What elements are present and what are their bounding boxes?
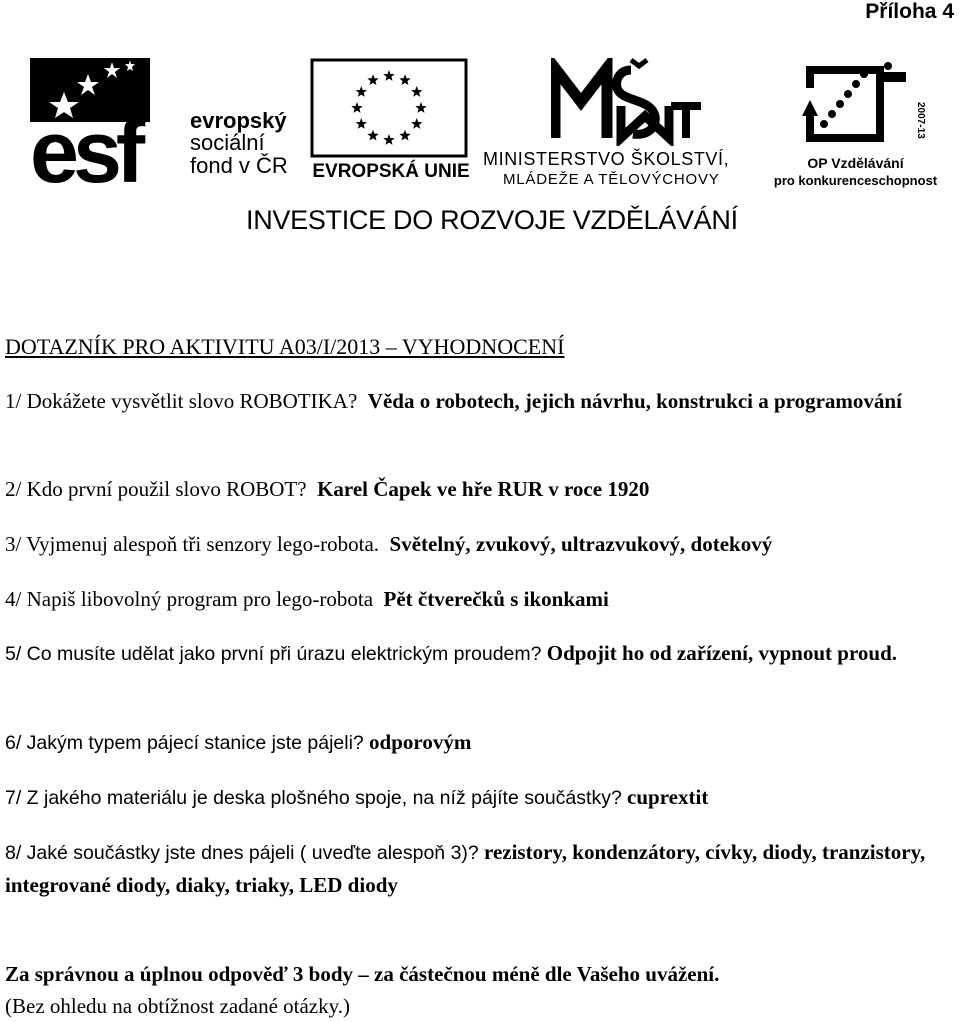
question-text: 7/ Z jakého materiálu je deska plošného spoje, na níž pájíte součástky?	[5, 787, 622, 809]
msmt-line2: MLÁDEŽE A TĚLOVÝCHOVY	[503, 171, 720, 188]
op-line1: OP Vzdělávání	[807, 155, 904, 171]
question-text: 2/ Kdo první použil slovo ROBOT?	[5, 477, 307, 501]
answer-text: rezistory, kondenzátory, cívky, diody, tranzistory, integrované diody, diaky, triaky, LED diody	[5, 840, 926, 897]
esf-line2: sociální	[190, 130, 265, 156]
answer-text: odporovým	[369, 730, 472, 754]
esf-emblem-icon	[30, 58, 160, 190]
question-3	[5, 528, 950, 560]
question-4	[5, 583, 950, 615]
question-text: 4/ Napiš libovolný program pro lego-robota	[5, 587, 374, 611]
investice-slogan: INVESTICE DO ROZVOJE VZDĚLÁVÁNÍ	[246, 205, 738, 235]
appendix-label: Příloha 4	[865, 0, 954, 23]
esf-line1: evropský	[190, 108, 287, 133]
msmt-emblem-icon	[551, 58, 751, 146]
question-7	[5, 781, 950, 814]
esf-text	[190, 110, 288, 177]
question-8	[5, 836, 950, 901]
answer-text: Karel Čapek ve hře RUR v roce 1920	[317, 477, 650, 501]
question-text: 8/ Jaké součástky jste dnes pájeli ( uveďte alespoň 3)?	[5, 842, 479, 864]
question-5	[5, 637, 950, 670]
question-text: 5/ Co musíte udělat jako první při úrazu elektrickým proudem?	[5, 643, 542, 665]
scoring-disclaimer: (Bez ohledu na obtížnost zadané otázky.)	[5, 994, 351, 1018]
msmt-line1: MINISTERSTVO ŠKOLSTVÍ,	[483, 149, 730, 169]
eu-logo	[310, 58, 472, 190]
answer-text: Světelný, zvukový, ultrazvukový, dotekový	[389, 532, 773, 556]
question-text: 3/ Vyjmenuj alespoň tři senzory lego-robota.	[5, 532, 380, 556]
eu-flag-icon	[310, 58, 472, 158]
answer-text: Věda o robotech, jejich návrhu, konstrukci a programování	[367, 389, 902, 413]
scoring-text: Za správnou a úplnou odpověď 3 body – za částečnou méně dle Vašeho uvážení.	[5, 962, 720, 986]
question-text: 6/ Jakým typem pájecí stanice jste pájeli?	[5, 732, 364, 754]
question-text: 1/ Dokážete vysvětlit slovo ROBOTIKA?	[5, 389, 358, 413]
question-6	[5, 726, 950, 759]
answer-text: Pět čtverečků s ikonkami	[383, 587, 609, 611]
esf-logo	[30, 58, 300, 190]
scoring-note	[5, 958, 950, 1022]
msmt-logo	[483, 58, 758, 190]
answer-text: cuprextit	[627, 785, 709, 809]
op-years: 2007-13	[915, 102, 926, 139]
op-logo	[768, 58, 943, 190]
svg-text:esf: esf	[30, 102, 140, 190]
op-emblem-icon	[768, 58, 943, 156]
page-title: DOTAZNÍK PRO AKTIVITU A03/I/2013 – VYHODNOCENÍ	[5, 334, 565, 359]
answer-text: Odpojit ho od zařízení, vypnout proud.	[546, 641, 898, 665]
eu-label: EVROPSKÁ UNIE	[312, 161, 470, 182]
question-2	[5, 473, 950, 505]
op-line2: pro konkurenceschopnost	[773, 173, 938, 188]
esf-line3: fond v ČR	[190, 152, 288, 178]
question-1	[5, 385, 950, 417]
